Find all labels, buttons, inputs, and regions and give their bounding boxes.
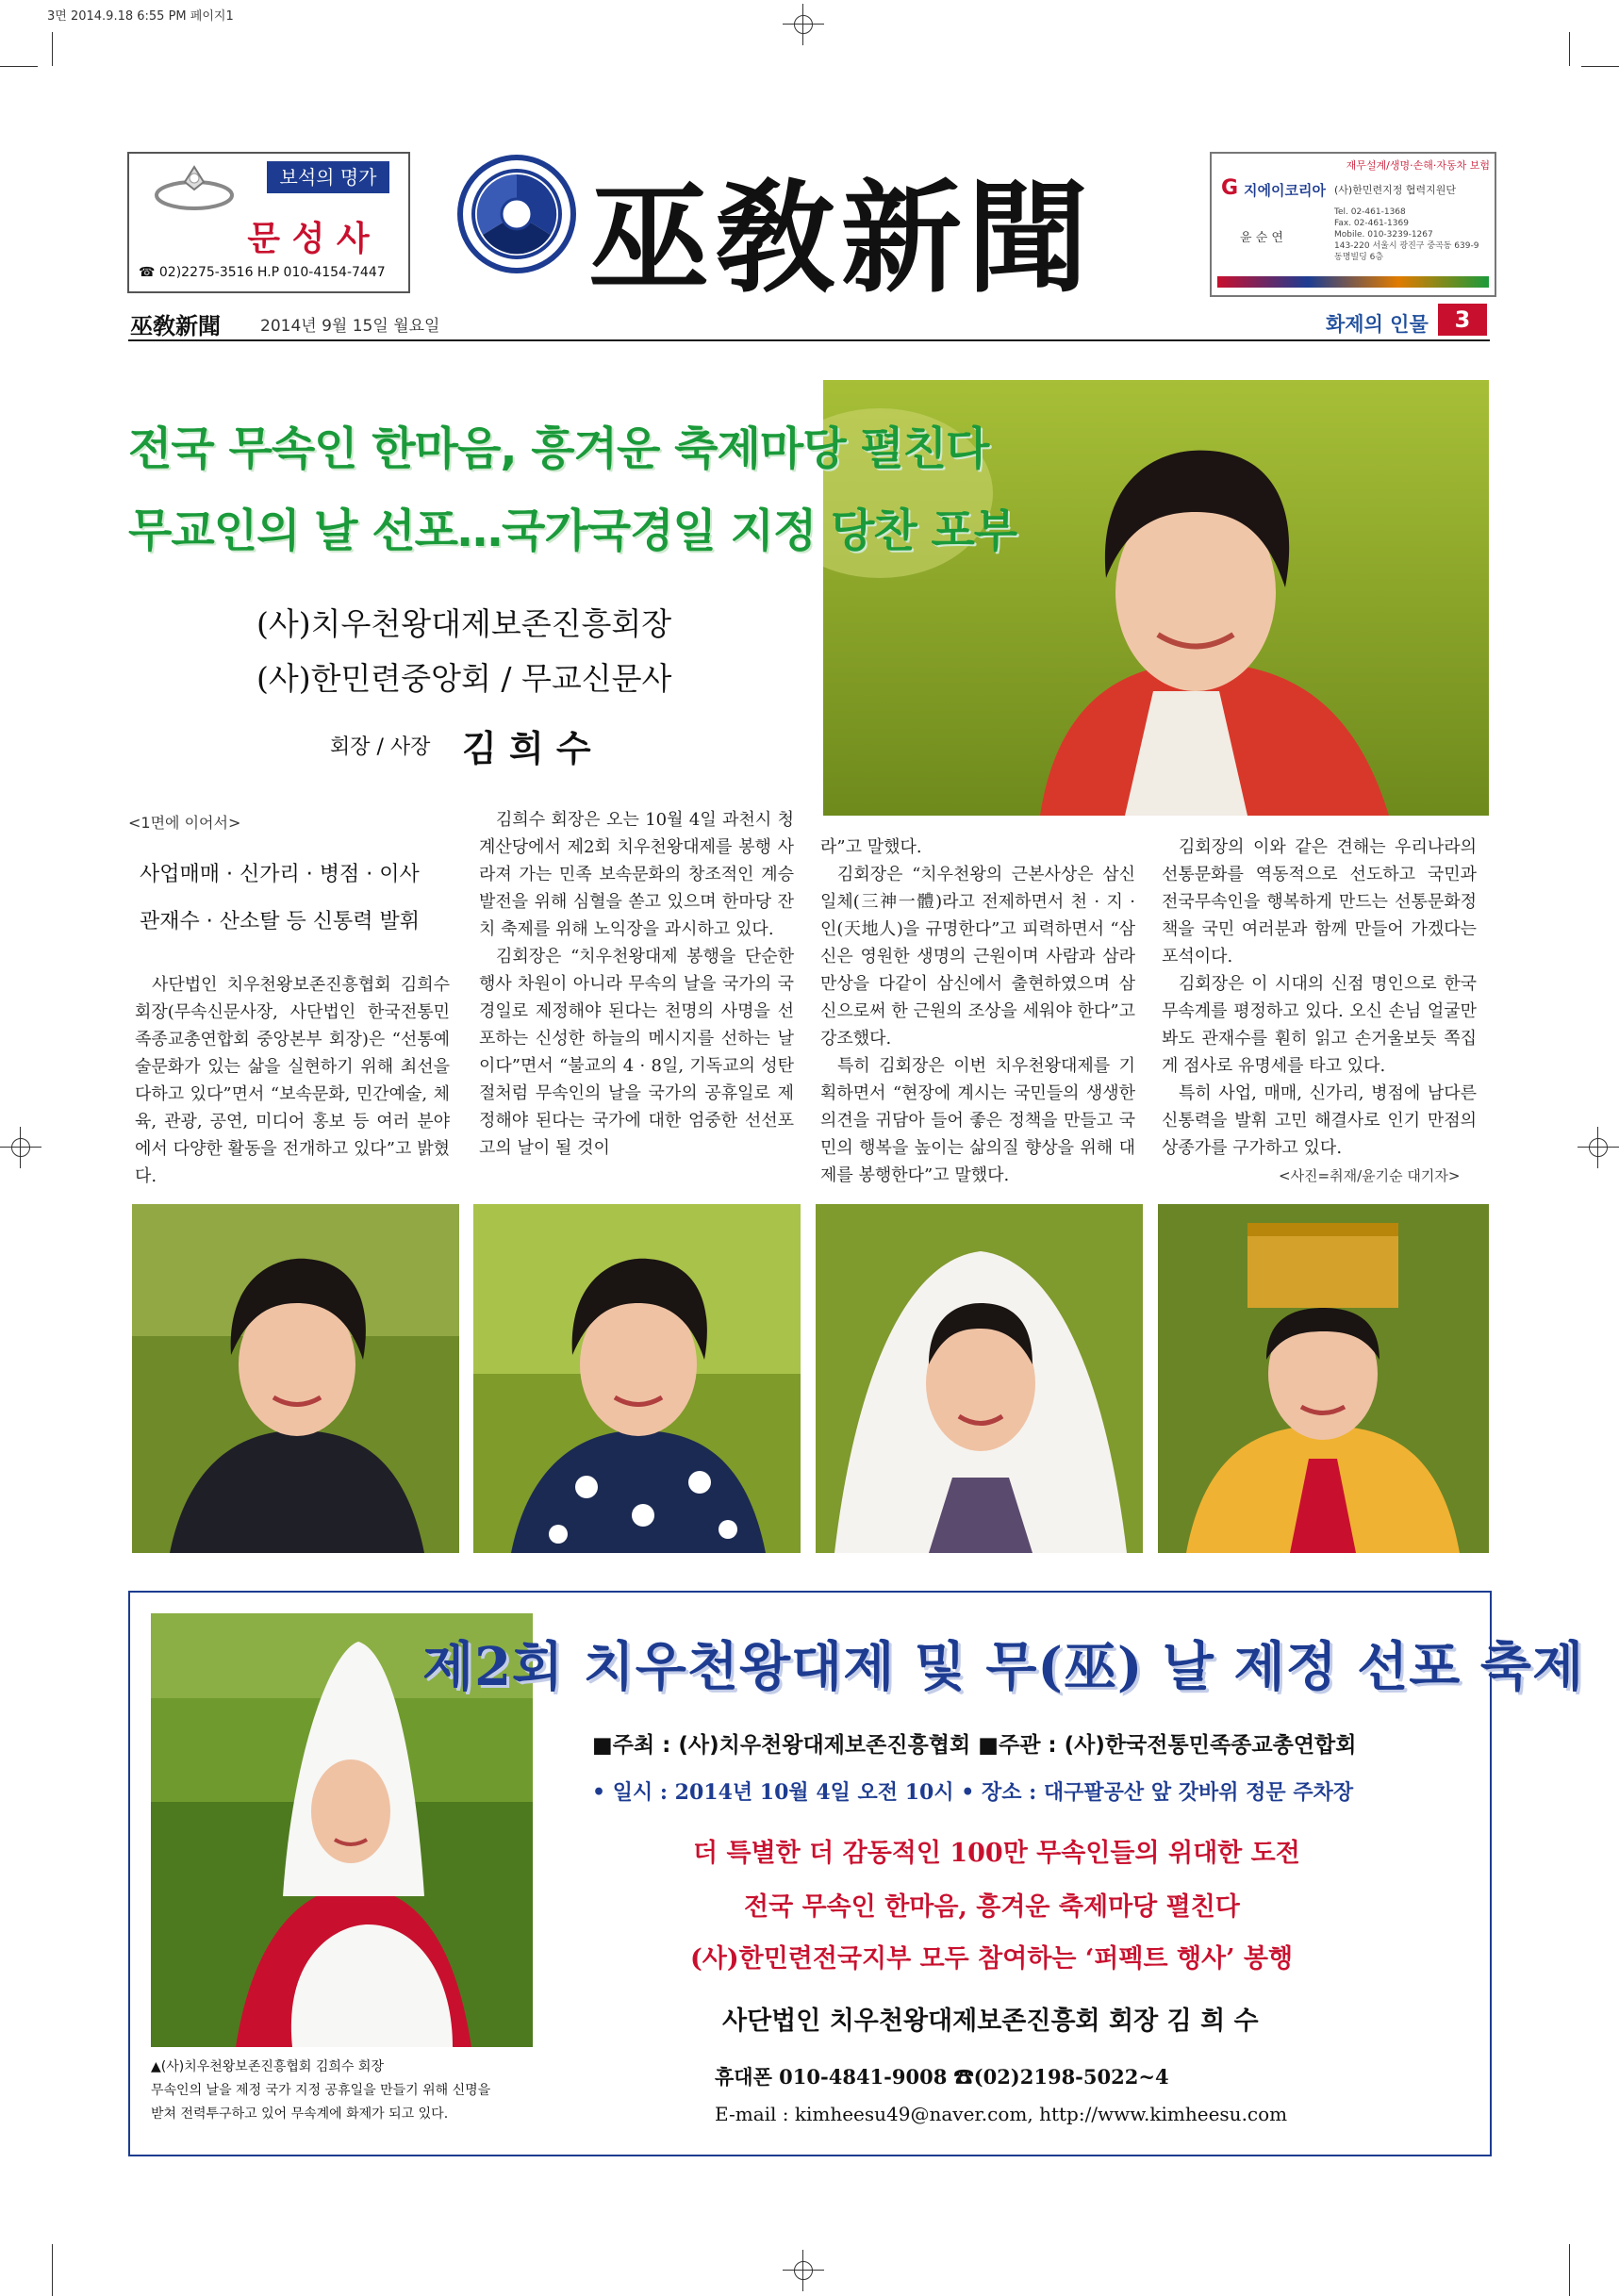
issue-date: 2014년 9월 15일 월요일	[260, 317, 440, 336]
page-number-badge: 3	[1438, 304, 1487, 336]
small-masthead: 巫敎新聞	[130, 312, 221, 339]
crop-mark	[1569, 32, 1570, 66]
banner-title: 제2회 치우천왕대제 및 무(巫) 날 제정 선포 축제	[422, 1636, 1585, 1698]
registration-mark	[783, 2250, 824, 2291]
headline-2: 무교인의 날 선포…국가국경일 지정 당찬 포부	[128, 504, 1017, 557]
portrait-photo-2	[473, 1204, 801, 1553]
portrait-photo-1	[132, 1204, 459, 1553]
photo-credit: <사진=취재/윤기순 대기자>	[1279, 1167, 1461, 1184]
print-header: 3면 2014.9.18 6:55 PM 페이지1	[47, 9, 234, 24]
ad-tagline: 보석의 명가	[267, 161, 389, 193]
banner-signature: 사단법인 치우천왕대제보존진흥회 회장 김 희 수	[722, 2007, 1259, 2036]
crop-mark	[0, 66, 38, 67]
registration-mark	[1578, 1127, 1619, 1168]
portrait-photo-4	[1158, 1204, 1489, 1553]
shop-name: 문 성 사	[247, 219, 370, 258]
crop-mark	[52, 32, 53, 66]
person-name: 김 희 수	[462, 727, 591, 769]
crop-mark	[52, 2244, 53, 2296]
article-column-3: 라”고 말했다. 김회장은 “치우천왕의 근본사상은 삼신일체(三神一體)라고 전제하면서 천 · 지 · 인(天地人)을 규명한다”고 피력하면서 “삼신은 영원한 생명의 근원이며 사람과 삼라만상을 다같이 삼신에서 출현하였으며 삼신으로써 한 근원의 조상을 세워야 한다”고 강조했다. 특히 김회장은 이번 치우천왕대제를 기획하면서 “현장에 계시는 국민들의 생생한 의견을 귀담아 들어 좋은 정책을 만들고 국민의 행복을 높이는 삶의질 향상을 위해 대제를 봉행한다”고 말했다.	[820, 837, 1135, 1185]
jewelry-ad	[127, 152, 410, 293]
crop-mark	[1581, 66, 1619, 67]
banner-slogan-1: 더 특별한 더 감동적인 100만 무속인들의 위대한 도전	[693, 1839, 1300, 1868]
g-logo-icon: G	[1221, 176, 1239, 200]
partner-logos	[1217, 276, 1489, 288]
ring-icon	[142, 161, 246, 214]
banner-schedule-line: • 일시 : 2014년 10월 4일 오전 10시 • 장소 : 대구팔공산 앞 갓바위 정문 주차장	[592, 1780, 1354, 1805]
insurance-person: 윤 순 연	[1240, 231, 1283, 245]
insurance-top-line: 재무설계/생명·손해·자동차 보험	[1346, 159, 1490, 172]
article-column-2: 김희수 회장은 오는 10월 4일 과천시 청계산당에서 제2회 치우천왕대제를 봉행 사라져 가는 민족 보속문화의 창조적인 계승발전을 위해 심혈을 쏟고 있으며 한마당 잔치 축제를 위해 노익장을 과시하고 있다. 김회장은 “치우천왕대제 봉행을 단순한 행사 차원이 아니라 무속의 날을 국가의 국경일로 제정해야 된다는 천명의 사명을 선포하는 신성한 하늘의 메시지를 선하는 날이다”면서 “불교의 4 · 8일, 기독교의 성탄절처럼 무속인의 날을 국가의 공휴일로 제정해야 된다는 국가에 대한 엄중한 선선포고의 날이 될 것이	[479, 810, 794, 1158]
business-line-1: 사업매매 · 신가리 · 병점 · 이사	[140, 863, 420, 886]
banner-phone: 휴대폰 010-4841-9008 ☎(02)2198-5022~4	[715, 2065, 1169, 2089]
header-rule	[128, 339, 1490, 341]
registration-mark	[783, 4, 824, 45]
insurance-ad	[1210, 152, 1496, 297]
banner-slogan-3: (사)한민련전국지부 모두 참여하는 ‘퍼펙트 행사’ 봉행	[690, 1944, 1294, 1974]
crop-mark	[1569, 2244, 1570, 2296]
masthead-logo-icon	[456, 154, 577, 274]
banner-photo-caption: ▲(사)치우천왕보존진흥협회 김희수 회장 무속인의 날을 제정 국가 지정 공휴일을 만들기 위해 신명을 받쳐 전력투구하고 있어 무속계에 화제가 되고 있다.	[151, 2059, 491, 2122]
business-line-2: 관재수 · 산소탈 등 신통력 발휘	[140, 910, 420, 933]
article-column-1: 사단법인 치우천왕보존진흥협회 김희수 회장(무속신문사장, 사단법인 한국전통민족종교총연합회 중앙본부 회장)은 “선통예술문화가 있는 삶을 실현하기 위해 최선을 다하고 있다”면서 “보속문화, 민간예술, 체육, 관광, 공연, 미디어 홍보 등 여러 분야에서 다양한 활동을 전개하고 있다”고 밝혔다.	[135, 975, 450, 1186]
insurance-brand: 지에이코리아	[1244, 182, 1326, 199]
shop-phone: ☎ 02)2275-3516 H.P 010-4154-7447	[139, 265, 386, 280]
section-label: 화제의 인물	[1326, 313, 1429, 336]
banner-slogan-2: 전국 무속인 한마음, 흥겨운 축제마당 펼친다	[744, 1892, 1240, 1922]
article-column-4: 김회장의 이와 같은 견해는 우리나라의 선통문화를 역동적으로 선도하고 국민과 전국무속인을 행복하게 만드는 선통문화정책을 국민 여러분과 함께 만들어 가겠다는 포석이다. 김회장은 이 시대의 신점 명인으로 한국무속계를 평정하고 있다. 오신 손님 얼굴만 봐도 관재수를 훤히 읽고 손거울보듯 쪽집게 점사로 유명세를 타고 있다. 특히 사업, 매매, 신가리, 병점에 남다른 신통력을 발휘 고민 해결사로 인기 만점의 상종가를 구가하고 있다.	[1162, 837, 1477, 1158]
banner-host-line: ■주최 : (사)치우천왕대제보존진흥협회 ■주관 : (사)한국전통민족종교총연합회	[592, 1733, 1357, 1758]
banner-contact: E-mail : kimheesu49@naver.com, http://www.kimheesu.com	[715, 2103, 1288, 2125]
registration-mark	[0, 1127, 41, 1168]
org-line-1: (사)치우천왕대제보존진흥회장	[256, 605, 672, 642]
org-line-2: (사)한민련중앙회 / 무교신문사	[256, 660, 672, 697]
masthead-title: 巫敎新聞	[588, 168, 1095, 309]
portrait-photo-3	[816, 1204, 1143, 1553]
insurance-contacts: Tel. 02-461-1368 Fax. 02-461-1369 Mobile. 010-3239-1267 143-220 서울시 광진구 중곡동 639-9 동명빌딩 6층	[1334, 207, 1479, 262]
insurance-org: (사)한민련지정 협력지원단	[1334, 184, 1456, 196]
title-small: 회장 / 사장	[330, 735, 431, 759]
headline-1: 전국 무속인 한마음, 흥겨운 축제마당 펼친다	[128, 422, 989, 475]
continued-note: <1면에 이어서>	[128, 814, 241, 832]
